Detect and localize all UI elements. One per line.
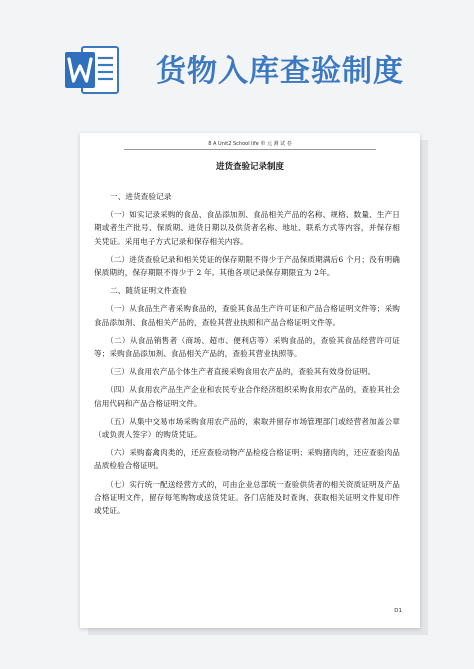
document-header: 8 A Unit2 School life 单 元 测 试 卷 (208, 141, 292, 147)
document-page (80, 133, 420, 628)
paragraph: （一）从食品生产者采购食品的，查验其食品生产许可证和产品合格证明文件等；采购食品添加剂、食品相关产品的，查验其营业执照和产品合格证明文件等。 (94, 304, 400, 327)
paragraph: （五）从集中交易市场采购食用农产品的，索取并留存市场管理部门或经营者加盖公章（或负责人签字）的购货凭证。 (94, 416, 400, 440)
paragraph: （七）实行统一配送经营方式的，可由企业总部统一查验供货者的相关资质证明及产品合格证明文件，留存每笔购物或送货凭证。各门店能及时查询、获取相关证明文件复印件或凭证。 (94, 479, 400, 516)
paragraph: （一）如实记录采购的食品、食品添加剂、食品相关产品的名称、规格、数量、生产日期或者生产批号、保质期、进货日期以及供货者名称、地址、联系方式等内容，并保存相关凭证。采用电子方式记录和保存相关内容。 (94, 210, 400, 246)
paragraph: （二）从食品销售者（商场、超市、便利店等）采购食品的，查验其食品经营许可证等；采购食品添加剂、食品相关产品的，查验其营业执照等。 (94, 335, 400, 359)
banner-title: 货物入库查验制度 (156, 54, 404, 89)
paragraph: （六）采购畜禽肉类的，还应查验动物产品检疫合格证明；采购猪肉的，还应查验肉品品质检验合格证明。 (94, 448, 400, 471)
paragraph: （三）从食用农产品个体生产者直接采购食用农产品的，查验其有效身份证明。 (106, 367, 376, 377)
header-divider (124, 149, 376, 150)
document-body (94, 190, 400, 517)
section-heading: 二、随货证明文件查验 (110, 286, 187, 296)
section-heading: 一、进货查验记录 (110, 192, 172, 201)
paragraph: （四）从食用农产品生产企业和农民专业合作经济组织采购食用农产品的，查验其社会信用代码和产品合格证明文件。 (94, 385, 400, 408)
banner (0, 0, 474, 120)
page-number: D1 (394, 608, 402, 614)
paragraph: （二）进货查验记录和相关凭证的保存期限不得少于产品保质期满后6 个月；没有明确保质期的，保存期限不得少于 2 年。其他各项记录保存期限宜为 2年。 (94, 254, 400, 278)
document-title: 进货查验记录制度 (215, 162, 284, 172)
word-document-icon (64, 44, 120, 96)
